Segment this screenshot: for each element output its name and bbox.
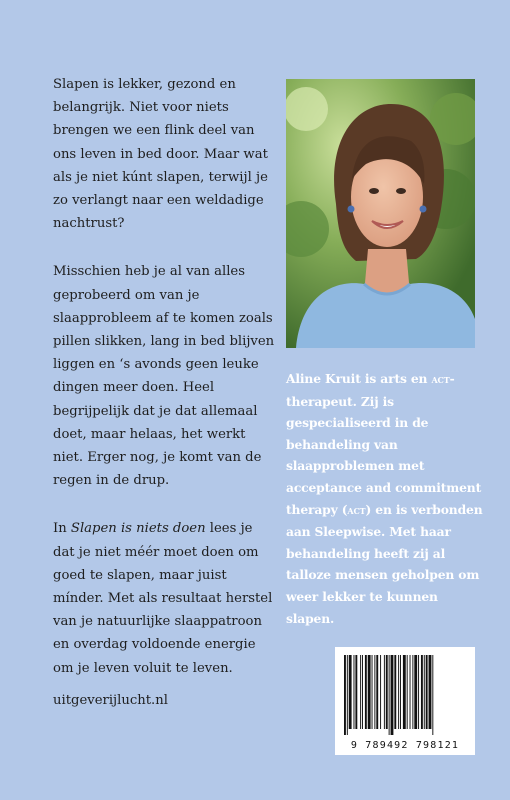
barcode-bar xyxy=(421,655,423,729)
barcode-bar xyxy=(349,655,352,729)
blurb-paragraph-1: Slapen is lekker, gezond en belangrijk. Niet voor niets brengen we een flink deel van ons leven in bed door. Maar wat als je niet kúnt slapen, terwijl je zo verlangt naar een weldadige nachtrust? xyxy=(53,77,268,232)
barcode-bar xyxy=(368,655,371,729)
bio-part-1: Aline Kruit is arts en xyxy=(286,371,432,386)
barcode-bar xyxy=(374,655,375,729)
barcode-bar xyxy=(344,655,346,735)
blurb-paragraph-2: Misschien heb je al van alles geprobeerd om van je slaapprobleem af te komen zoals pillen slikken, lang in bed blijven liggen en ‘s avonds geen leuke dingen meer doen. Heel begrijpelijk dat je dat allemaal doet, maar helaas, het werkt niet. Erger nog, je komt van de regen in de drup. xyxy=(53,264,275,489)
barcode-bar xyxy=(365,655,367,729)
barcode-bar xyxy=(376,655,378,729)
barcode-bar xyxy=(347,655,348,735)
barcode-bar xyxy=(384,655,385,729)
author-photo xyxy=(286,79,475,348)
bio-part-2: -therapeut. Zij is gespecialiseerd in de behandeling van slaapproblemen met acceptance and commitment therapy ( xyxy=(286,371,482,517)
barcode-bar xyxy=(414,655,417,729)
barcode-bar xyxy=(424,655,425,729)
barcode-bar xyxy=(354,655,355,729)
blurb-p3-rest: lees je dat je niet méér moet doen om goed te slapen, maar juist mínder. Met als resultaat herstel van je natuurlijke slaappatroon en overdag voldoende energie om je leven voluit te leven. xyxy=(53,521,273,676)
barcode-bar xyxy=(360,655,361,729)
barcode-bar xyxy=(398,655,399,729)
isbn-barcode xyxy=(335,647,475,755)
bio-part-3: ) en is verbonden aan Sleepwise. Met haar behandeling heeft zij al talloze mensen geholpen om weer lekker te kunnen slapen. xyxy=(286,501,483,626)
barcode-bar xyxy=(403,655,406,729)
author-bio xyxy=(286,368,486,629)
bio-act-1: act xyxy=(431,372,450,386)
barcode-bar xyxy=(355,655,357,729)
barcode-bar xyxy=(410,655,411,729)
barcode-bar xyxy=(429,655,432,729)
barcode-bar xyxy=(418,655,419,729)
barcode-bar xyxy=(412,655,413,729)
barcode-bar xyxy=(426,655,428,729)
blurb-p3-prefix: In xyxy=(53,521,71,537)
barcode-bars xyxy=(344,655,466,735)
barcode-bar xyxy=(372,655,373,729)
barcode-bar xyxy=(407,655,408,729)
barcode-bar xyxy=(386,655,388,729)
blurb-paragraph-3 xyxy=(53,517,278,679)
barcode-bar xyxy=(362,655,363,729)
barcode-bar xyxy=(389,655,390,735)
barcode-bar xyxy=(432,655,433,735)
book-title: Slapen is niets doen xyxy=(70,521,206,537)
barcode-bar xyxy=(394,655,396,729)
publisher-website[interactable]: uitgeverijlucht.nl xyxy=(53,693,168,708)
barcode-bar xyxy=(380,655,381,729)
bio-act-2: act xyxy=(347,502,366,517)
barcode-bar xyxy=(391,655,394,735)
barcode-bar xyxy=(400,655,401,729)
back-cover-blurb xyxy=(53,73,278,705)
barcode-digits: 9 789492 798121 xyxy=(350,740,460,751)
